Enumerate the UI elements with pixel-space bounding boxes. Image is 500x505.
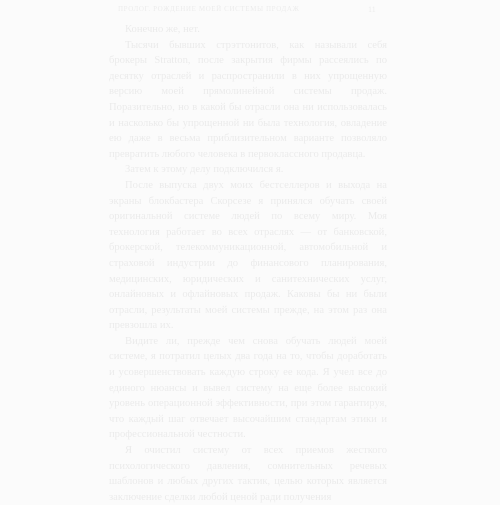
paragraph: Конечно же, нет. (125, 24, 200, 35)
body-text (109, 22, 387, 505)
paragraph: Затем к этому делу подключился я. (125, 164, 284, 176)
paragraph: Я очистил систему от всех приемов жесткого психологического давления, сомнительных речевых шаблонов и любых других тактик, целью которых является заключение сделки любой ценой ради получения (109, 445, 387, 503)
page-number: 11 (368, 5, 376, 14)
running-title: ПРОЛОГ. РОЖДЕНИЕ МОЕЙ СИСТЕМЫ ПРОДАЖ (118, 5, 300, 13)
paragraph: Тысячи бывших стрэттонитов, как называли себя брокеры Stratton, после закрытия фирмы рассеялись по десятку отраслей и распространили в них упрощенную версию моей прямолинейной системы продаж. Поразительно, но в какой бы отрасли она ни использовалась и насколько бы упрощенной ни была технология, овладение ею даже в весьма приблизительном варианте позволяло превратить любого человека в первоклассного продавца. (109, 39, 387, 160)
running-head (0, 5, 500, 19)
paragraph: Видите ли, прежде чем снова обучать людей моей системе, я потратил целых два года на то, чтобы доработать и усовершенствовать каждую строку ее кода. Я учел все до единого нюансы и вывел систему на еще более высокий уровень операционной эффективности, при этом гарантируя, что каждый шаг отвечает высочайшим стандартам этики и профессиональной честности. (109, 335, 387, 441)
paragraph: После выпуска двух моих бестселлеров и выхода на экраны блокбастера Скорсезе я принялся обучать своей оригинальной системе людей по всему миру. Моя технология работает во всех отраслях — от банковской, брокерской, телекоммуникационной, автомобильной и страховой индустрии до финансового планирования, медицинских, юридических и санитехнических услуг, онлайновых и офлайновых продаж. Каковы бы ни были отрасли, результаты моей системы прежде, на этом раз она превзошла их. (109, 179, 387, 332)
